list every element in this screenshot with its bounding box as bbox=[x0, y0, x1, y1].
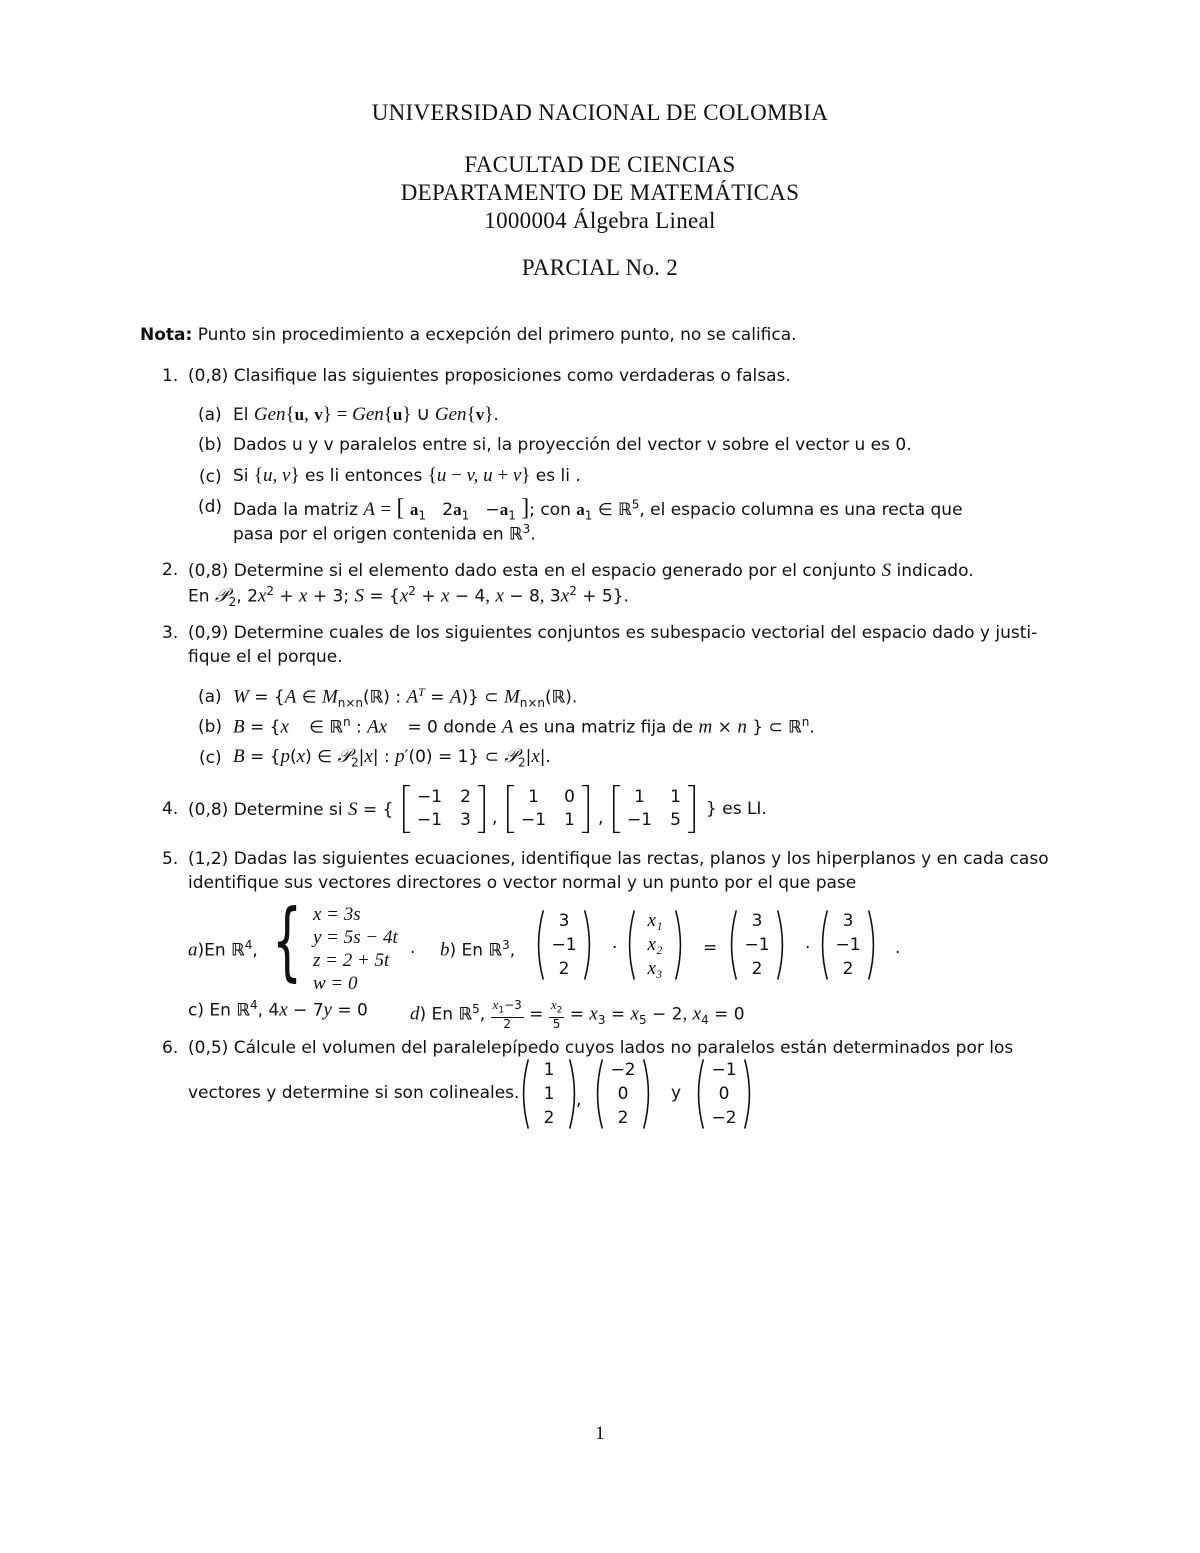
vector-entry: −1 bbox=[551, 935, 577, 955]
question-4-number: 4. bbox=[162, 799, 179, 819]
brace-icon: { bbox=[272, 891, 303, 991]
matrix-cell: −1 bbox=[417, 810, 443, 830]
vector-entry: x₃ bbox=[647, 958, 663, 979]
question-2-detail: En 𝒫$_2$, $2x^2 + x + 3$; $S = \{x^2 + x - 4$, x − 8, $3x^2 + 5$}. bbox=[188, 584, 629, 610]
vector-entry: 2 bbox=[543, 1108, 555, 1128]
department-title: DEPARTAMENTO DE MATEMÁTICAS bbox=[400, 180, 800, 205]
question-3-number: 3. bbox=[162, 623, 179, 643]
question-5-text-2: identifique sus vectores directores o vector normal y un punto por el que pase bbox=[188, 873, 857, 893]
vector-entry: −1 bbox=[711, 1060, 737, 1080]
note-text: Punto sin procedimiento a ecxepción del primero punto, no se califica. bbox=[197, 325, 797, 345]
vector-entry: 0 bbox=[718, 1084, 730, 1104]
q6-vector-2 bbox=[592, 1058, 654, 1130]
question-4-end: } es LI. bbox=[706, 799, 767, 819]
vector-entry: −1 bbox=[744, 935, 770, 955]
comma: , bbox=[576, 1090, 582, 1110]
q4-matrix-1 bbox=[402, 785, 486, 833]
comma: , bbox=[598, 808, 604, 828]
vector-entry: 2 bbox=[558, 959, 570, 979]
q3-c-label: (c) bbox=[199, 748, 222, 768]
matrix-cell: 0 bbox=[564, 787, 575, 807]
question-1-number: 1. bbox=[162, 366, 179, 386]
q1-b-label: (b) bbox=[198, 435, 223, 455]
faculty-title: FACULTAD DE CIENCIAS bbox=[464, 152, 736, 177]
vector-entry: x₂ bbox=[647, 934, 663, 955]
question-3-text-2: fique el el porque. bbox=[188, 647, 343, 667]
vector-entry: −1 bbox=[835, 935, 861, 955]
matrix-cell: −1 bbox=[627, 810, 653, 830]
system-equation: x = 3s bbox=[313, 904, 361, 925]
page-number: 1 bbox=[595, 1423, 605, 1444]
q1-b-statement: Dados u y v paralelos entre si, la proyección del vector v sobre el vector u es 0. bbox=[233, 435, 912, 455]
equals-sign: = bbox=[703, 938, 718, 958]
vector-entry: 1 bbox=[543, 1084, 555, 1104]
vector-entry: 3 bbox=[558, 911, 570, 931]
question-6-number: 6. bbox=[162, 1038, 179, 1058]
system-equation: w = 0 bbox=[313, 973, 358, 994]
q6-vector-3 bbox=[693, 1058, 755, 1130]
vector-entry: −2 bbox=[610, 1060, 636, 1080]
q5-a-system bbox=[313, 903, 398, 995]
matrix-cell: −1 bbox=[521, 810, 547, 830]
vector-entry: 2 bbox=[751, 959, 763, 979]
dot-operator: · bbox=[612, 938, 618, 958]
q3-a-label: (a) bbox=[198, 687, 222, 707]
vector-entry: 3 bbox=[842, 911, 854, 931]
q3-b-label: (b) bbox=[198, 717, 223, 737]
system-equation: z = 2 + 5t bbox=[313, 950, 390, 971]
q6-vector-1 bbox=[518, 1058, 580, 1130]
q1-d-statement-2: pasa por el origen contenida en ℝ$^3$. bbox=[233, 522, 536, 545]
q1-a-label: (a) bbox=[198, 405, 222, 425]
q5-a-label: a)En ℝ$^4$, bbox=[188, 938, 258, 961]
matrix-cell: −1 bbox=[417, 787, 443, 807]
question-2-text: (0,8) Determine si el elemento dado esta en el espacio generado por el conjunto S indicado. bbox=[188, 560, 974, 581]
q3-a-set: W = {A ∈ $M_{n\times n}(ℝ)$ : $A^T = A$)} ⊂ $M_{n\times n}(ℝ)$. bbox=[233, 685, 578, 711]
note bbox=[140, 325, 797, 345]
q1-d-statement: Dada la matriz A = [ $a_1$ $2a_1 -a_1$ ]; con $a_1$ ∈ ℝ$^5$, el espacio columna es una recta que bbox=[233, 495, 963, 523]
vector-entry: x₁ bbox=[647, 910, 663, 931]
system-equation: y = 5s − 4t bbox=[313, 927, 398, 948]
period: . bbox=[895, 938, 901, 958]
q5-c-equation: c) En ℝ$^4$, 4x − 7y = 0 bbox=[188, 998, 368, 1021]
dot-operator: · bbox=[805, 938, 811, 958]
vector-entry: 2 bbox=[842, 959, 854, 979]
question-3-text-1: (0,9) Determine cuales de los siguientes conjuntos es subespacio vectorial del espacio dado y justi- bbox=[188, 623, 1038, 643]
matrix-cell: 1 bbox=[634, 787, 645, 807]
comma: , bbox=[492, 808, 498, 828]
q5-vector-2 bbox=[624, 909, 686, 981]
exam-title: PARCIAL No. 2 bbox=[521, 255, 679, 280]
university-title: UNIVERSIDAD NACIONAL DE COLOMBIA bbox=[371, 100, 829, 125]
q1-c-label: (c) bbox=[199, 467, 222, 487]
q4-matrix-2 bbox=[506, 785, 590, 833]
question-6-text-1: (0,5) Cálcule el volumen del paralelepípedo cuyos lados no paralelos están determinados por los bbox=[188, 1038, 1014, 1058]
q5-vector-3 bbox=[726, 909, 788, 981]
question-5-number: 5. bbox=[162, 849, 179, 869]
q5-d-equation: d) En ℝ$^5$, $\frac{x_1-3}{2}$ = $\frac{x_2}{5}$ = $x_3 = x_5 - 2$, $x_4 = 0$ bbox=[410, 997, 745, 1032]
q3-c-set: B = {p(x) ∈ 𝒫$_2$|x| : p′(0) = 1} ⊂ 𝒫$_2$|x|. bbox=[233, 746, 551, 770]
q1-a-statement: El Gen{u, v} = Gen{u} ∪ Gen{v}. bbox=[233, 404, 499, 425]
matrix-cell: 2 bbox=[460, 787, 471, 807]
matrix-cell: 1 bbox=[564, 810, 575, 830]
matrix-cell: 5 bbox=[670, 810, 681, 830]
question-2-number: 2. bbox=[162, 560, 179, 580]
note-label: Nota: bbox=[140, 325, 193, 345]
q6-and: y bbox=[671, 1083, 682, 1103]
question-5-text-1: (1,2) Dadas las siguientes ecuaciones, identifique las rectas, planos y los hiperplanos y en cada caso bbox=[188, 849, 1049, 869]
q1-c-statement: Si {u, v} es li entonces {u − v, u + v} es li . bbox=[233, 465, 581, 486]
period: . bbox=[410, 938, 416, 958]
vector-entry: −2 bbox=[711, 1108, 737, 1128]
matrix-cell: 1 bbox=[670, 787, 681, 807]
q3-b-set: B = {x⃗ ∈ ℝ$^n$ : Ax⃗ = 0 donde A es una matriz fija de m × n } ⊂ ℝ$^n$. bbox=[233, 715, 815, 738]
q5-b-label: b) En ℝ$^3$, bbox=[440, 938, 516, 961]
vector-entry: 3 bbox=[751, 911, 763, 931]
q1-d-label: (d) bbox=[198, 497, 223, 517]
course-title: 1000004 Álgebra Lineal bbox=[484, 208, 716, 233]
matrix-cell: 1 bbox=[528, 787, 539, 807]
vector-entry: 1 bbox=[543, 1060, 555, 1080]
question-4-text: (0,8) Determine si S = { bbox=[188, 799, 394, 820]
question-6-text-2: vectores y determine si son colineales. bbox=[188, 1083, 520, 1103]
vector-entry: 2 bbox=[617, 1108, 629, 1128]
matrix-cell: 3 bbox=[460, 810, 471, 830]
question-1-text: (0,8) Clasifique las siguientes proposiciones como verdaderas o falsas. bbox=[188, 366, 791, 386]
q5-vector-1 bbox=[533, 909, 595, 981]
q4-matrix-3 bbox=[612, 785, 696, 833]
vector-entry: 0 bbox=[617, 1084, 629, 1104]
q5-vector-4 bbox=[817, 909, 879, 981]
